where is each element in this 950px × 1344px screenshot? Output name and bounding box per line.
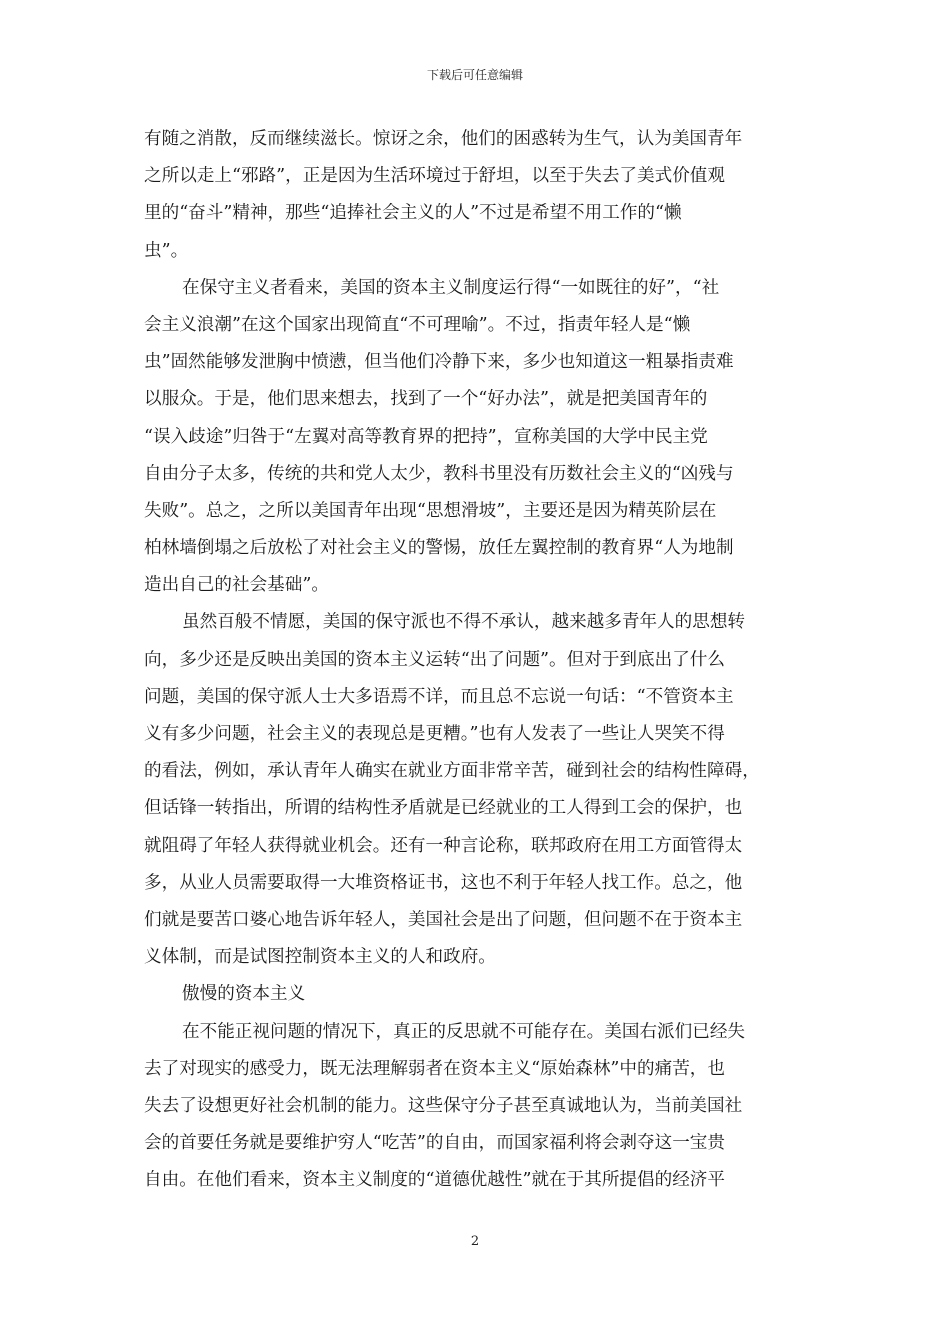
text-line: 失败”。总之，之所以美国青年出现“思想滑坡”，主要还是因为精英阶层在 — [144, 500, 717, 521]
text-line: 们就是要苦口婆心地告诉年轻人，美国社会是出了问题，但问题不在于资本主 — [144, 909, 743, 930]
paragraph-start-line: 在保守主义者看来，美国的资本主义制度运行得“一如既往的好”，“社 — [182, 277, 720, 298]
text-line: “误入歧途”归咎于“左翼对高等教育界的把持”，宣称美国的大学中民主党 — [144, 426, 708, 447]
text-line: 义体制，而是试图控制资本主义的人和政府。 — [144, 947, 496, 968]
text-line: 自由分子太多，传统的共和党人太少，教科书里没有历数社会主义的“凶残与 — [144, 463, 734, 484]
text-line: 会的首要任务就是要维护穷人“吃苦”的自由，而国家福利将会剥夺这一宝贵 — [144, 1133, 725, 1154]
section-heading: 傲慢的资本主义 — [182, 984, 306, 1005]
text-line: 虫”固然能够发泄胸中愤懑，但当他们冷静下来，多少也知道这一粗暴指责难 — [144, 352, 734, 373]
paragraph-start-line: 在不能正视问题的情况下，真正的反思就不可能存在。美国右派们已经失 — [182, 1021, 746, 1042]
text-line: 问题，美国的保守派人士大多语焉不详，而且总不忘说一句话：“不管资本主 — [144, 686, 734, 707]
page-header: 下载后可任意编辑 — [426, 68, 523, 82]
text-line: 虫”。 — [144, 240, 189, 261]
text-line: 以服众。于是，他们思来想去，找到了一个“好办法”，就是把美国青年的 — [144, 389, 708, 410]
paragraph-start-line: 虽然百般不情愿，美国的保守派也不得不承认，越来越多青年人的思想转 — [182, 612, 746, 633]
text-line: 义有多少问题，社会主义的表现总是更糟。”也有人发表了一些让人哭笑不得 — [144, 724, 725, 744]
text-line: 但话锋一转指出，所谓的结构性矛盾就是已经就业的工人得到工会的保护，也 — [144, 798, 743, 819]
text-line: 自由。在他们看来，资本主义制度的“道德优越性”就在于其所提倡的经济平 — [144, 1170, 725, 1191]
text-line: 会主义浪潮”在这个国家出现简直“不可理喻”。不过，指责年轻人是“懒 — [144, 314, 691, 335]
text-line: 有随之消散，反而继续滋长。惊讶之余，他们的困惑转为生气，认为美国青年 — [144, 129, 743, 149]
text-line: 的看法，例如，承认青年人确实在就业方面非常辛苦，碰到社会的结构性障碍， — [144, 761, 760, 782]
page-number: 2 — [470, 1234, 480, 1249]
text-line: 柏林墙倒塌之后放松了对社会主义的警惕，放任左翼控制的教育界“人为地制 — [144, 538, 734, 559]
text-line: 失去了设想更好社会机制的能力。这些保守分子甚至真诚地认为，当前美国社 — [144, 1095, 743, 1116]
text-line: 之所以走上“邪路”，正是因为生活环境过于舒坦，以至于失去了美式价值观 — [144, 166, 725, 187]
text-line: 多，从业人员需要取得一大堆资格证书，这也不利于年轻人找工作。总之，他 — [144, 872, 743, 893]
text-line: 去了对现实的感受力，既无法理解弱者在资本主义“原始森林”中的痛苦，也 — [144, 1058, 725, 1079]
text-line: 向，多少还是反映出美国的资本主义运转“出了问题”。但对于到底出了什么 — [144, 649, 725, 670]
text-line: 造出自己的社会基础”。 — [144, 575, 329, 596]
text-line: 就阻碍了年轻人获得就业机会。还有一种言论称，联邦政府在用工方面管得太 — [144, 835, 743, 856]
text-line: 里的“奋斗”精神，那些“追捧社会主义的人”不过是希望不用工作的“懒 — [144, 203, 682, 224]
document-body — [144, 121, 806, 1199]
